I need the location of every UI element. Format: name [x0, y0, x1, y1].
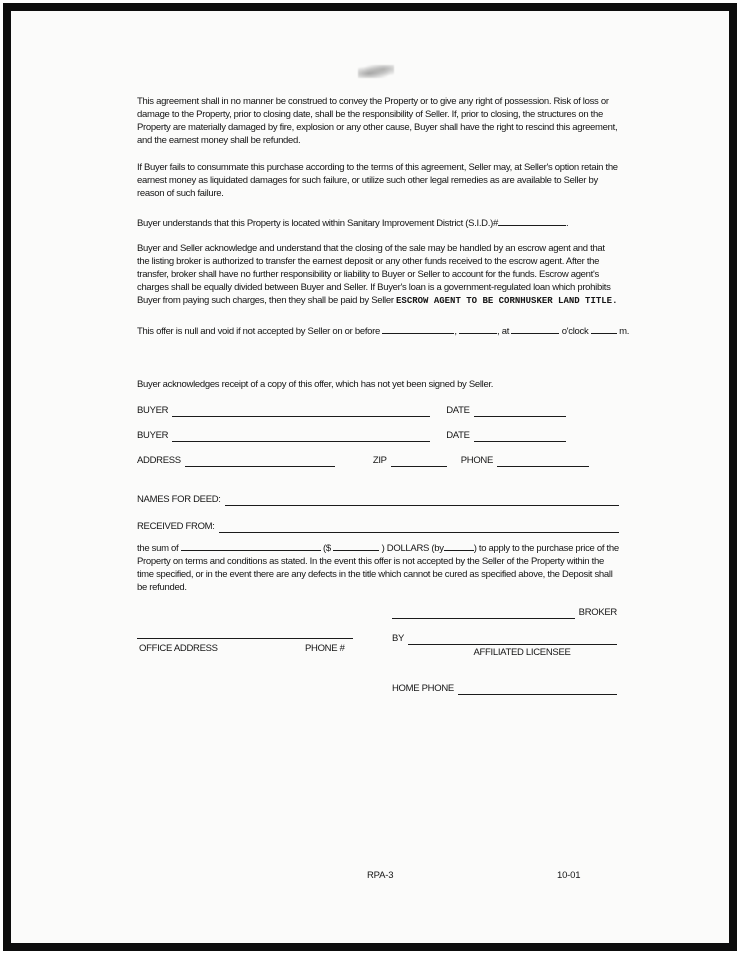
address-line[interactable]	[185, 456, 335, 467]
offer-meridiem-line[interactable]	[591, 324, 617, 334]
deposit-sum-paragraph	[137, 541, 619, 594]
sum-payment-method-line[interactable]	[444, 541, 474, 551]
sid-text: Buyer understands that this Property is located within Sanitary Improvement District (S.I.D.)#	[137, 218, 498, 229]
broker-name-line[interactable]	[392, 609, 575, 619]
date-1-label: DATE	[446, 405, 470, 416]
date-2-label: DATE	[446, 430, 470, 441]
sum-amount-words-line[interactable]	[181, 541, 321, 551]
affiliated-licensee-label: AFFILIATED LICENSEE	[473, 647, 571, 658]
default-remedies-paragraph: If Buyer fails to consummate this purchase according to the terms of this agreement, Seller may, at Seller's option retain the earnest money as liquidated damages for such failure, or utilize such other legal remedies as are available to Seller by reason of such failure.	[137, 162, 618, 199]
address-row	[137, 454, 619, 467]
home-phone-line[interactable]	[458, 685, 617, 695]
offer-sep1: ,	[454, 326, 457, 337]
receipt-acknowledgment-paragraph: Buyer acknowledges receipt of a copy of this offer, which has not yet been signed by Seller.	[137, 379, 494, 390]
sum-dollars-by: ) DOLLARS (by	[381, 543, 444, 554]
office-address-label: OFFICE ADDRESS	[139, 643, 218, 654]
sid-number-line[interactable]	[498, 216, 566, 226]
offer-sep2: , at	[497, 326, 510, 337]
sid-paragraph	[137, 216, 619, 230]
buyer-signature-row-2	[137, 429, 619, 442]
offer-oclock: o'clock	[561, 326, 589, 337]
names-for-deed-line[interactable]	[225, 495, 619, 506]
risk-of-loss-paragraph: This agreement shall in no manner be construed to convey the Property or to give any right of possession. Risk of loss or damage to the Property, prior to closing date, shall be the responsibility of Seller. If, prior to closing, the structures on the Property are materially damaged by fire, explosion or any other cause, Buyer shall have the right to rescind this agreement, and the earnest money shall be refunded.	[137, 96, 618, 146]
received-from-label: RECEIVED FROM:	[137, 521, 215, 532]
form-number: RPA-3	[367, 870, 394, 881]
names-for-deed-label: NAMES FOR DEED:	[137, 494, 221, 505]
home-phone-label: HOME PHONE	[392, 683, 454, 694]
sum-dollar-open: ($	[323, 543, 331, 554]
home-phone-row	[392, 682, 617, 695]
buyer-1-name-line[interactable]	[172, 406, 430, 417]
offer-expiration-paragraph	[137, 324, 630, 338]
scan-artifact-smudge	[358, 65, 394, 78]
document-content	[137, 95, 630, 726]
sum-prefix: the sum of	[137, 543, 179, 554]
broker-row	[392, 606, 617, 619]
offer-date-line[interactable]	[382, 324, 454, 334]
by-signature-line[interactable]	[408, 635, 617, 645]
document-page	[11, 11, 729, 943]
received-from-line[interactable]	[219, 522, 619, 533]
phone-line[interactable]	[497, 456, 589, 467]
by-row	[392, 632, 617, 645]
broker-signature-block	[137, 606, 619, 726]
escrow-paragraph	[137, 242, 619, 308]
broker-label: BROKER	[578, 607, 617, 618]
by-label: BY	[392, 633, 405, 644]
offer-text: This offer is null and void if not accepted by Seller on or before	[137, 326, 381, 337]
sid-period: .	[565, 218, 569, 229]
date-2-line[interactable]	[474, 431, 566, 442]
buyer-2-label: BUYER	[137, 430, 169, 441]
scan-border-frame	[3, 3, 737, 951]
buyer-signature-row-1	[137, 404, 619, 417]
revision-date: 10-01	[557, 870, 581, 881]
office-address-line[interactable]	[137, 638, 353, 639]
escrow-agent-emphasis: ESCROW AGENT TO BE CORNHUSKER LAND TITLE.	[396, 296, 618, 306]
zip-label: ZIP	[372, 455, 387, 466]
escrow-text: Buyer and Seller acknowledge and understand that the closing of the sale may be handled by an escrow agent and that the listing broker is authorized to transfer the earnest deposit or any other funds received to the escrow agent. After the transfer, broker shall have no further responsibility or liability to Buyer or Seller to account for the funds. Escrow agent's charges shall be equally divided between Buyer and Seller. If Buyer's loan is a government-regulated loan which prohibits Buyer from paying such charges, then they shall be paid by Seller	[137, 243, 611, 306]
zip-line[interactable]	[391, 456, 447, 467]
offer-time-line[interactable]	[511, 324, 559, 334]
date-1-line[interactable]	[474, 406, 566, 417]
phone-number-label: PHONE #	[305, 643, 345, 654]
sum-suffix: ) to apply to the purchase price of the Property on terms and conditions as stated. In the event this offer is not accepted by the Seller of the Property within the time specified, or in the event there are any defects in the title which cannot be cured as specified above, the Deposit shall be refunded.	[137, 543, 619, 593]
names-for-deed-row	[137, 493, 619, 506]
received-from-row	[137, 520, 619, 533]
buyer-1-label: BUYER	[137, 405, 169, 416]
sum-amount-figures-line[interactable]	[333, 541, 379, 551]
phone-label: PHONE	[460, 455, 494, 466]
offer-m: m.	[619, 326, 630, 337]
buyer-2-name-line[interactable]	[172, 431, 430, 442]
address-label: ADDRESS	[137, 455, 181, 466]
offer-year-line[interactable]	[459, 324, 497, 334]
